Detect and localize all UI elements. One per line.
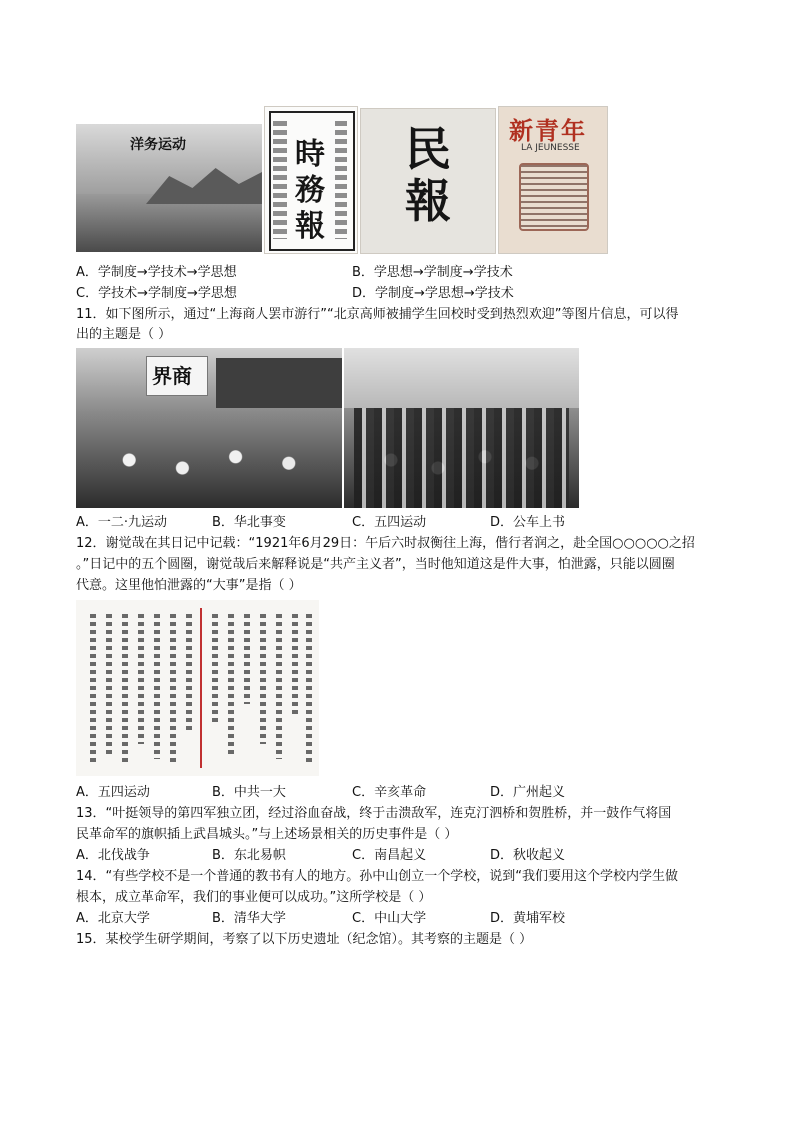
xinqingnian-subtitle: LA JEUNESSE	[521, 143, 580, 153]
q13-option-d[interactable]: D．秋收起义	[490, 848, 566, 863]
q12-option-d[interactable]: D．广州起义	[490, 785, 566, 800]
q14-option-b[interactable]: B．清华大学	[212, 911, 286, 926]
shiwubao-cover	[264, 106, 358, 254]
q12-option-a[interactable]: A．五四运动	[76, 785, 150, 800]
shanghai-strike-photo	[76, 348, 342, 508]
q14-stem-line1: 14．“有些学校不是一个普通的教书有人的地方。孙中山创立一个学校，说到“我们要用这个学校内学生做	[76, 869, 679, 884]
minbao-title: 民報	[405, 122, 451, 228]
yangwu-label: 洋务运动	[130, 137, 186, 153]
q11-stem-line1: 11．如下图所示，通过“上海商人罢市游行”“北京高师被捕学生回校时受到热烈欢迎”等图片信息，可以得	[76, 307, 679, 322]
q12-option-b[interactable]: B．中共一大	[212, 785, 286, 800]
q14-option-d[interactable]: D．黄埔军校	[490, 911, 566, 926]
q12-option-c[interactable]: C．辛亥革命	[352, 785, 427, 800]
q14-option-c[interactable]: C．中山大学	[352, 911, 427, 926]
xinqingnian-title: 新青年	[509, 116, 587, 145]
q10-option-b[interactable]: B．学思想→学制度→学技术	[352, 265, 513, 280]
q15-stem-line1: 15．某校学生研学期间，考察了以下历史遗址（纪念馆）。其考察的主题是（ ）	[76, 932, 533, 947]
q11-stem-line2: 出的主题是（ ）	[76, 327, 172, 342]
q11-option-a[interactable]: A．一二·九运动	[76, 515, 168, 530]
q10-option-c[interactable]: C．学技术→学制度→学思想	[76, 286, 237, 301]
shiwubao-title: 時務報	[295, 137, 325, 244]
xinqingnian-cover	[498, 106, 608, 254]
q11-option-c[interactable]: C．五四运动	[352, 515, 427, 530]
q13-stem-line1: 13．“叶挺领导的第四军独立团，经过浴血奋战，终于击溃敌军，连克汀泗桥和贺胜桥，并一鼓作气将国	[76, 806, 672, 821]
q13-option-c[interactable]: C．南昌起义	[352, 848, 427, 863]
q13-option-a[interactable]: A．北伐战争	[76, 848, 150, 863]
q11-option-d[interactable]: D．公车上书	[490, 515, 566, 530]
q13-stem-line2: 民革命军的旗帜插上武昌城头。”与上述场景相关的历史事件是（ ）	[76, 827, 458, 842]
diary-manuscript	[76, 600, 319, 776]
q14-stem-line2: 根本，成立革命军，我们的事业便可以成功。”这所学校是（ ）	[76, 890, 432, 905]
q14-option-a[interactable]: A．北京大学	[76, 911, 150, 926]
q10-option-d[interactable]: D．学制度→学思想→学技术	[352, 286, 514, 301]
beijing-students-photo	[344, 348, 579, 508]
q12-stem-line3: 代意。这里他怕泄露的“大事”是指（ ）	[76, 578, 302, 593]
q11-option-b[interactable]: B．华北事变	[212, 515, 286, 530]
minbao-cover	[360, 108, 496, 254]
q12-stem-line2: 。”日记中的五个圆圈，谢觉哉后来解释说是“共产主义者”，当时他知道这是件大事，怕泄露，只能以圆圈	[76, 557, 675, 572]
q12-stem-line1: 12．谢觉哉在其日记中记载：“1921年6月29日：午后六时叔衡往上海，偕行者润之，赴全国○○○○○之招	[76, 536, 695, 551]
q13-option-b[interactable]: B．东北易帜	[212, 848, 286, 863]
q10-option-a[interactable]: A．学制度→学技术→学思想	[76, 265, 237, 280]
shanghai-banner-text: 界商	[152, 364, 192, 388]
yangwu-photo	[76, 124, 262, 252]
